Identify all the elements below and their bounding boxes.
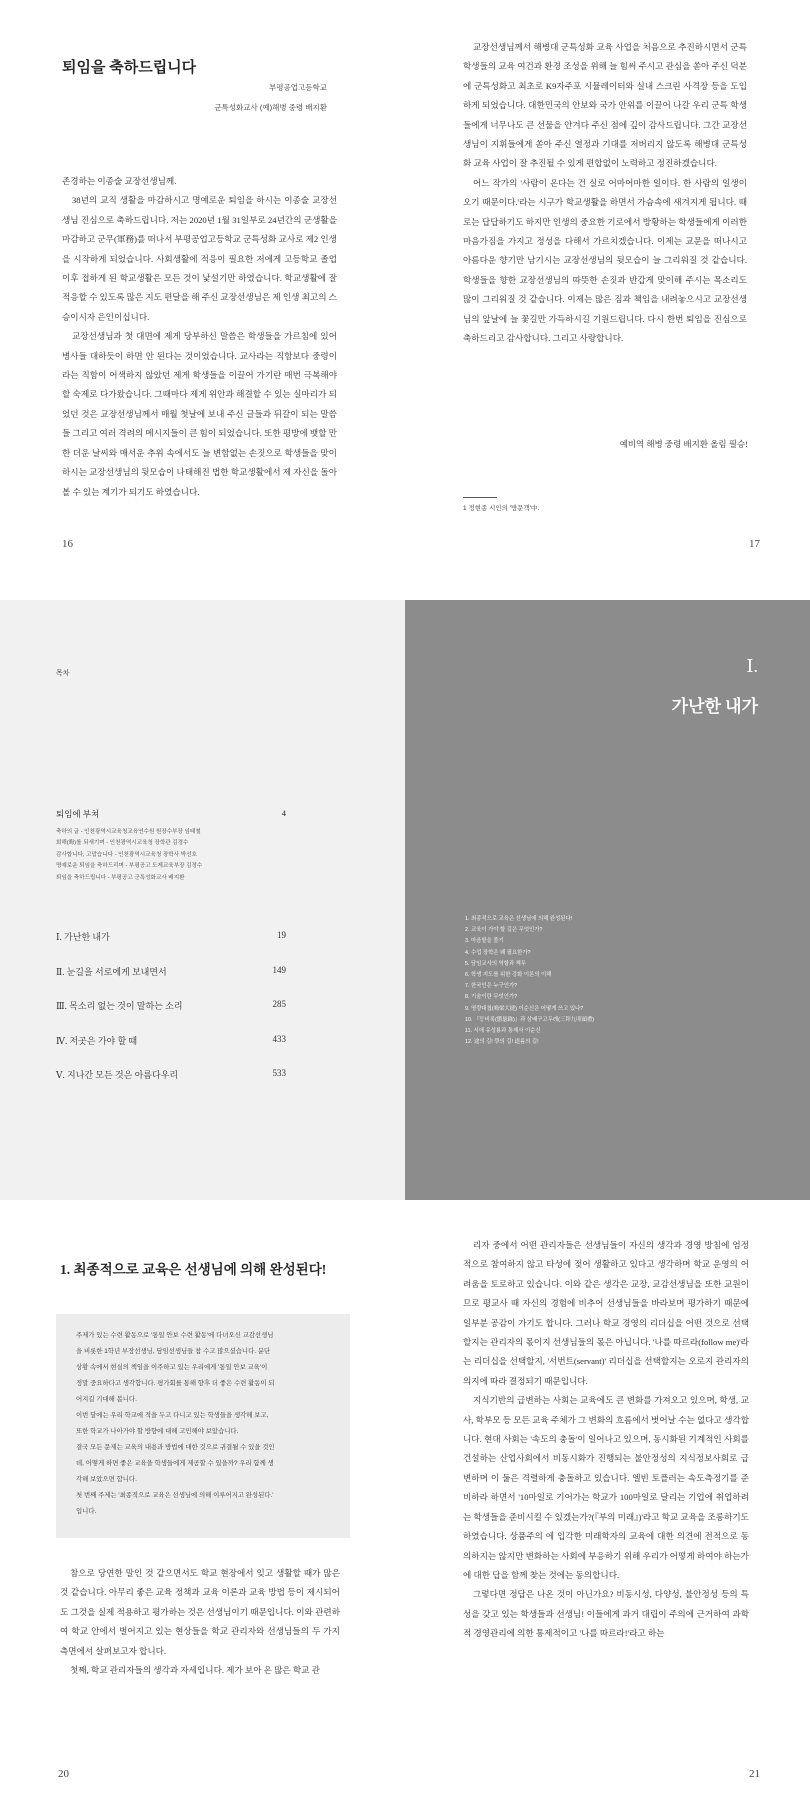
chapter-section-list bbox=[465, 914, 594, 1048]
toc-entry-label: Ⅱ. 눈길을 서로에게 보내면서 bbox=[56, 966, 167, 977]
spread-farewell-letter bbox=[0, 0, 810, 600]
section-item: 7. 한국인은 누구인가? bbox=[465, 983, 518, 990]
section-item: 6. 학생 지도를 위한 강화 이론의 이해 bbox=[465, 972, 552, 979]
page-16 bbox=[0, 0, 405, 600]
section-item: 4. 수업 장학은 왜 필요한가? bbox=[465, 949, 531, 956]
chapter-number: Ⅰ. bbox=[746, 656, 758, 676]
section-item: 2. 교육이 가야 할 길은 무엇인가? bbox=[465, 927, 543, 934]
letter-body-continued bbox=[463, 38, 747, 349]
spread-table-of-contents bbox=[0, 600, 810, 1200]
paragraph: 어느 작가의 '사람이 온다는 건 실로 어마어마한 일이다. 한 사람의 일생이 오기 때문이다.'라는 시구가 학교생활을 하면서 가슴속에 새겨지게 됩니다. 때로는 답답하기도 하지만 인생의 중요한 기로에서 방황하는 학생들에게 이러한 마음가짐을 가지고 정성을 다해서 가르치겠습니다. 이제는 교문을 떠나시고 아름다운 향기만 남기시는 교장선생님의 뒷모습이 늘 그리워질 것 같습니다. 학생들을 향한 교장선생님의 따뜻한 손짓과 반갑게 맞이해 주시는 목소리도 많이 그리워질 것 같습니다. 이제는 많은 짐과 책임을 내려놓으시고 교장선생님의 앞날에 늘 꽃길만 가득하시길 기원드립니다. 다시 한번 퇴임을 진심으로 축하드리고 감사합니다. 그리고 사랑합니다. bbox=[463, 177, 747, 344]
page-number: 20 bbox=[58, 1768, 69, 1780]
toc-entry-page: 433 bbox=[272, 1033, 286, 1044]
paragraph: 리자 중에서 어떤 관리자들은 선생님들이 자신의 생각과 경영 방침에 엄정적으로 참여하지 않고 타성에 젖어 생활하고 있다고 생각하며 학교 운영의 어려움을 토로하고 있습니다. 이와 같은 생각은 교장, 교감선생님을 또한 교원이므로 평교사 때 자신의 경험에 비추어 선생님들을 바라보며 평가하기 때문에 일부분 공감이 가기도 합니다. 그러나 학교 경영의 리더십을 어떤 것으로 선택할지는 관리자의 몫이지 선생님들의 몫은 아닙니다. '나를 따르라(follow me)'라는 리더십을 선택할지, '서번트(servant)' 리더십을 선택할지는 오로지 관리자의 의지에 따라 결정되기 때문입니다. bbox=[463, 1240, 749, 1386]
chapter-opener-page bbox=[405, 600, 810, 1200]
toc-entry[interactable] bbox=[56, 1068, 286, 1103]
toc-page bbox=[0, 600, 405, 1200]
box-line: 상황 속에서 현실의 책임을 이주하고 있는 우리에게 '통일 안보 교육'이 bbox=[76, 1364, 268, 1371]
section-item: 10. 『등비록(懲毖錄)』과 삼배구고두례(三拜九叩頭禮) bbox=[465, 1016, 595, 1023]
box-line: 첫 번째 주제는 '최종적으로 교육은 선생님에 의해 이루어지고 완성된다.' bbox=[76, 1492, 274, 1499]
section-item: 1. 최종적으로 교육은 선생님에 의해 완성된다! bbox=[465, 916, 573, 922]
toc-entry-page: 533 bbox=[272, 1068, 286, 1078]
paragraph: 교장선생님과 첫 대면에 제게 당부하신 말씀은 학생들을 가르침에 있어 병사들 대하듯이 하면 안 된다는 것이었습니다. 교사라는 직함보다 중령이라는 직함이 어색하지 않았던 제게 학생들을 이끌어 가기란 매번 극복해야 할 숙제로 다가왔습니다. 그때마다 제게 위안과 해결할 수 있는 실마리가 되었던 것은 교장선생님께서 매월 첫날에 보내 주신 글들과 뒤갈이 되는 말씀들 그리고 여러 격려의 메시지들이 큰 힘이 되었습니다. 또한 평방에 뱃할 만한 더운 날씨와 매서운 추위 속에서도 늘 변함없는 손짓으로 학생들을 맞이하시는 교장선생님의 뒷모습이 나태해진 법한 학교생활에서 제 자신을 돌아볼 수 있는 계기가 되기도 하였습니다. bbox=[62, 331, 337, 497]
toc-entry-label: Ⅰ. 가난한 내가 bbox=[56, 932, 110, 942]
toc-intro-line: 명예로운 퇴임을 축하드리며 - 부평공고 도제교육부장 김정수 bbox=[56, 863, 203, 870]
toc-entry-page: 149 bbox=[272, 964, 286, 975]
toc-intro-line: 퇴임을 축하드립니다 - 부평공고 군특성화교사 배지환 bbox=[56, 874, 185, 881]
paragraph: 존경하는 이종술 교장선생님께. bbox=[62, 176, 177, 186]
toc-intro-line: 축하의 글 - 인천광역시교육청교육연수원 원장수부장 임태철 bbox=[56, 829, 201, 835]
spread-chapter-one bbox=[0, 1200, 810, 1800]
toc-entry-page: 19 bbox=[277, 930, 286, 940]
toc-entry-label: Ⅲ. 목소리 없는 것이 말하는 소리 bbox=[56, 1001, 183, 1011]
section-item: 11. 서애 유성룡과 통제사 이순신 bbox=[465, 1028, 541, 1035]
footnote: 1 정현종 시인의 '방문객'中. bbox=[463, 505, 540, 512]
box-line: 정말 중요하다고 생각합니다. 평가회를 통해 향후 더 좋은 수련 활동이 되 bbox=[76, 1380, 275, 1387]
toc-header: 목차 bbox=[56, 670, 70, 677]
box-line: 결국 모든 문제는 교육의 내용과 방법에 대한 것으로 귀결될 수 있을 것인 bbox=[76, 1444, 275, 1451]
toc-intro-row[interactable] bbox=[56, 808, 286, 820]
toc-entry[interactable] bbox=[56, 999, 286, 1034]
toc-entry[interactable] bbox=[56, 1034, 286, 1069]
letter-title: 퇴임을 축하드립니다 bbox=[62, 60, 197, 76]
toc-intro-line: 감사합니다, 고맙습니다 - 인천광역시교육청 장학사 박선호 bbox=[56, 851, 197, 858]
box-line: 어지길 기대해 봅니다. bbox=[76, 1396, 137, 1403]
paragraph: 지식기반의 급변하는 사회는 교육에도 큰 변화를 가져오고 있으며, 학생, 교사, 학부모 등 모든 교육 주체가 그 변화의 흐름에서 벗어날 수는 없다고 생각합니다. 현대 사회는 '속도의 충돌'이 일어나고 있으며, 동시화된 기계적인 사회를 건설하는 산업사회에서 비동시화가 진행되는 불안정성의 지식정보사회로 급변하며 이 둘은 격렬하게 충돌하고 있습니다. 엘빈 토플러는 속도측정기를 준비하라 하면서 '10마일로 기어가는 학교가 100마일로 달리는 기업에 취업하려는 학생들을 준비시킬 수 있겠는가?(『부의 미래』)'라고 학교 교육을 조롱하기도 하였습니다. 상품주의 에 입각한 미래학자의 교육에 대한 의견에 전적으로 동의하지는 않지만 변화하는 사회에 부응하기 위해 우리가 어떻게 하여야 하는가에 대한 답을 함께 찾는 것에는 동의합니다. bbox=[463, 1395, 749, 1580]
toc-intro-line: 회해(晦)를 되새기며 - 인천광역시교육청 장학관 김경수 bbox=[56, 840, 189, 847]
paragraph: 참으로 당연한 말인 것 같으면서도 학교 현장에서 잊고 생활할 때가 많은 것 같습니다. 아무리 좋은 교육 정책과 교육 이론과 교육 방법 등이 제시되어도 그것을 실제 적용하고 평가하는 것은 선생님이기 때문입니다. 이와 관련하여 학교 안에서 벌어지고 있는 현상들을 학교 관리자와 선생님들의 두 가지 측면에서 살펴보고자 합니다. bbox=[60, 1568, 340, 1656]
paragraph: 교장선생님께서 해병대 군특성화 교육 사업을 처음으로 추진하시면서 군특 학생들의 교육 여건과 환경 조성을 위해 늘 힘써 주시고 관심을 쏟아 주신 덕분에 군특성화고 최초로 K9자주포 시뮬레이터와 실내 스크린 사격장 등을 도입하게 되었습니다. 대한민국의 안보와 국가 안위를 이끌어 나갈 우리 군특 학생들에게 너무나도 큰 선물을 안겨다 주신 점에 깊이 감사드립니다. 그간 교장선생님이 지휘들에게 쏟아 주신 열정과 기대를 저버리지 않도록 해병대 군특성화 교육 사업이 잘 추진될 수 있게 편합없이 노력하고 정진하겠습니다. bbox=[463, 42, 747, 169]
toc-intro-page: 4 bbox=[281, 808, 286, 818]
toc-entry-page: 285 bbox=[272, 999, 286, 1009]
section-item: 5. 담임교사의 역할과 책무 bbox=[465, 960, 527, 967]
toc-intro-lines bbox=[56, 827, 286, 884]
footnote-rule bbox=[463, 497, 497, 498]
byline-author: 군특성화교사 (예)해병 중령 배지환 bbox=[214, 103, 327, 112]
box-line: 각해 보았으면 합니다. bbox=[76, 1476, 137, 1483]
toc-intro bbox=[56, 808, 286, 884]
toc-entry-label: Ⅴ. 지나간 모든 것은 아름다우리 bbox=[56, 1070, 179, 1080]
page-20 bbox=[0, 1200, 405, 1800]
paragraph: 그렇다면 정답은 나온 것이 아닌가요? 비동시성, 다양성, 불안정성 등의 특성을 갖고 있는 학생들과 선생님! 이들에게 과거 대립이 주의에 근거하여 과학적 경영관리에 의한 통제적이고 '나를 따르라!'라고 하는 bbox=[463, 1589, 749, 1639]
box-line: 을 비롯한 1학년 부장선생님, 담임선생님들 참 수고 많으셨습니다. 분단 bbox=[76, 1348, 271, 1355]
toc-entry[interactable] bbox=[56, 965, 286, 1000]
box-line: 데, 어떻게 하면 좋은 교육을 학생들에게 제공할 수 있을까? 우리 함께 생 bbox=[76, 1460, 274, 1467]
section-item: 9. 명량대첩(鳴梁大捷) 이순신은 어떻게 쓰고 있나? bbox=[465, 1005, 584, 1012]
box-line: 주제가 있는 수련 활동으로 '통일 안보 수련 활동'에 다녀오신 교감선생님 bbox=[76, 1332, 274, 1339]
page-21 bbox=[405, 1200, 810, 1800]
page-number: 21 bbox=[749, 1768, 760, 1780]
page-number: 17 bbox=[749, 538, 760, 550]
box-line: 또한 학교가 나아가야 할 방향에 대해 고민해야 보았습니다. bbox=[76, 1428, 239, 1435]
letter-byline bbox=[214, 78, 327, 118]
paragraph: 38년의 교직 생활을 마감하시고 명예로운 퇴임을 하시는 이종술 교장선생님 진심으로 축하드립니다. 저는 2020년 1월 31일부로 24년간의 군생활을 마감하고 군무(軍務)를 떠나서 부평공업고등학교 군특성화 교사로 제2 인생을 시작하게 되었습니다. 사회생활에 적응이 필요한 저에게 고등학교 졸업 이후 접하게 된 학교생활은 모든 것이 낯설기만 하였습니다. 학교생활에 잘 적응할 수 있도록 많은 지도 편달을 해 주신 교장선생님은 제 인생 최고의 스승이시자 은인이십니다. bbox=[62, 195, 337, 322]
toc-list bbox=[56, 930, 286, 1103]
chapter-title: 가난한 내가 bbox=[671, 697, 758, 716]
letter-signoff: 예비역 해병 중령 배지환 올림 필승! bbox=[619, 439, 748, 449]
toc-intro-title: 퇴임에 부쳐 bbox=[56, 809, 100, 819]
letter-body bbox=[62, 172, 337, 502]
section-body bbox=[60, 1564, 340, 1680]
box-line: 이번 달에는 우리 학교에 적을 두고 다니고 있는 학생들을 생각해 보고, bbox=[76, 1412, 269, 1419]
toc-entry-label: Ⅳ. 저곳은 가야 할 때 bbox=[56, 1035, 138, 1046]
intro-box bbox=[56, 1314, 350, 1538]
paragraph: 첫째, 학교 관리자들의 생각과 자세입니다. 제가 보아 온 많은 학교 관 bbox=[70, 1665, 320, 1676]
section-body-continued bbox=[463, 1236, 749, 1644]
toc-entry[interactable] bbox=[56, 930, 286, 965]
section-item: 8. 기술이란 무엇인가? bbox=[465, 994, 518, 1001]
box-line: 입니다. bbox=[76, 1508, 97, 1515]
section-item: 12. 途의 길! 學의 길! 道름의 길! bbox=[465, 1039, 539, 1046]
page-number: 16 bbox=[62, 538, 73, 550]
section-item: 3. 마음밭을 풀기 bbox=[465, 938, 504, 945]
byline-school: 부평공업고등학교 bbox=[269, 83, 327, 92]
page-17 bbox=[405, 0, 810, 600]
section-heading: 1. 최종적으로 교육은 선생님에 의해 완성된다! bbox=[60, 1262, 327, 1277]
